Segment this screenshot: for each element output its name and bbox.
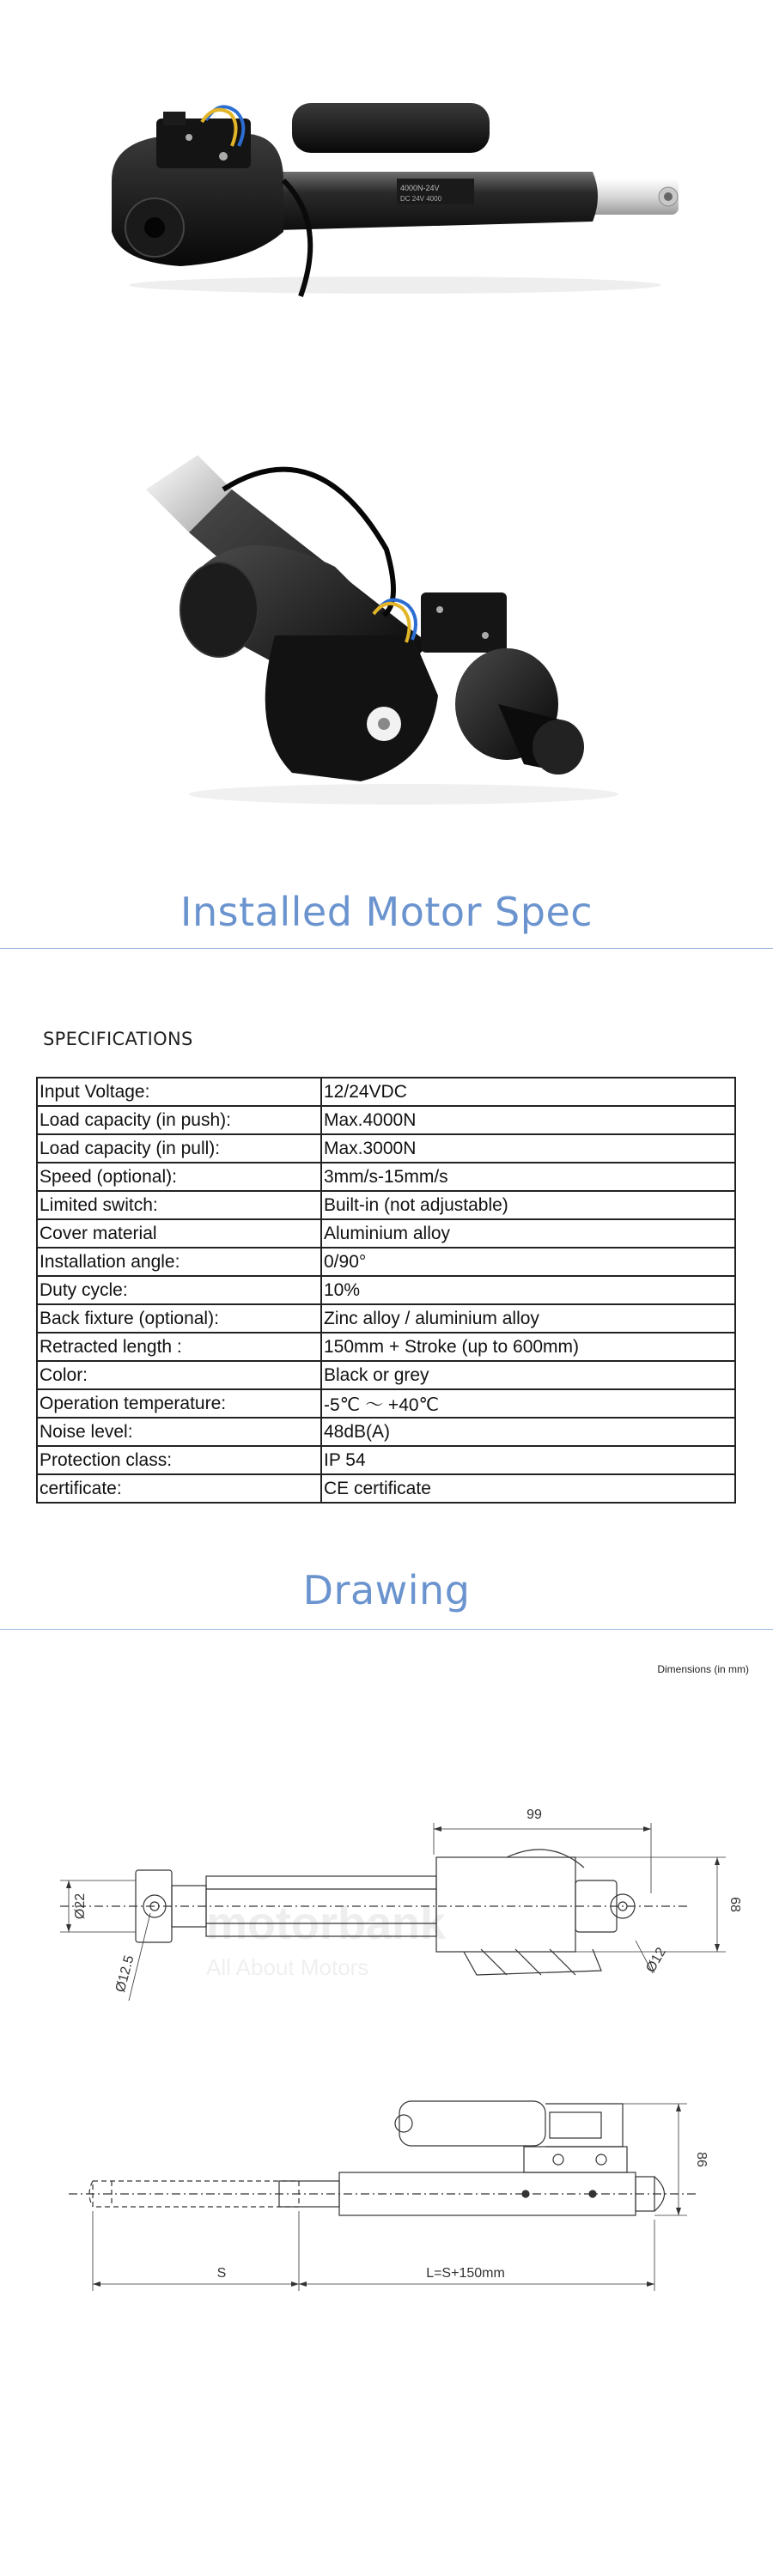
spec-heading: SPECIFICATIONS [43,1029,193,1049]
spec-label: certificate: [37,1474,321,1503]
svg-text:4000N-24V: 4000N-24V [400,184,440,192]
spec-value: 48dB(A) [321,1418,735,1446]
watermark [206,1898,447,1980]
dim-99-label: 99 [526,1807,542,1822]
spec-value: 0/90° [321,1248,735,1276]
spec-value: CE certificate [321,1474,735,1503]
drawing-side-view [69,2101,696,2291]
spec-label: Installation angle: [37,1248,321,1276]
dim-68-label: 68 [727,1897,742,1912]
spec-label: Duty cycle: [37,1276,321,1304]
spec-label: Protection class: [37,1446,321,1474]
spec-value: Aluminium alloy [321,1219,735,1248]
spec-value: Built-in (not adjustable) [321,1191,735,1219]
spec-value: 150mm + Stroke (up to 600mm) [321,1333,735,1361]
spec-label: Input Voltage: [37,1078,321,1106]
section-title-drawing: Drawing [302,1567,471,1613]
spec-label: Operation temperature: [37,1389,321,1418]
spec-label: Retracted length : [37,1333,321,1361]
section-title-motor-spec: Installed Motor Spec [180,889,593,935]
watermark-brand: motorbank [206,1898,447,1949]
spec-label: Limited switch: [37,1191,321,1219]
dim-l-label: L=S+150mm [426,2266,505,2281]
spec-value: 3mm/s-15mm/s [321,1163,735,1191]
spec-value: 12/24VDC [321,1078,735,1106]
dim-22-label: Ø22 [73,1893,88,1920]
spec-value: Zinc alloy / aluminium alloy [321,1304,735,1333]
svg-text:DC 24V 4000: DC 24V 4000 [400,195,442,203]
spec-value: -5℃ ～ +40℃ [321,1389,735,1418]
spec-value: IP 54 [321,1446,735,1474]
spec-value: Black or grey [321,1361,735,1389]
dim-12-5-label: Ø12.5 [113,1953,137,1995]
dim-12-label: Ø12 [643,1945,670,1976]
spec-label: Back fixture (optional): [37,1304,321,1333]
spec-label: Color: [37,1361,321,1389]
dim-86-label: 86 [694,2152,709,2167]
spec-label: Speed (optional): [37,1163,321,1191]
spec-value: 10% [321,1276,735,1304]
spec-value: Max.4000N [321,1106,735,1134]
dimensions-note: Dimensions (in mm) [657,1663,749,1675]
spec-label: Noise level: [37,1418,321,1446]
spec-value: Max.3000N [321,1134,735,1163]
spec-label: Load capacity (in push): [37,1106,321,1134]
spec-label: Cover material [37,1219,321,1248]
spec-label: Load capacity (in pull): [37,1134,321,1163]
dim-s-label: S [216,2266,227,2281]
watermark-tagline: All About Motors [206,1954,369,1980]
